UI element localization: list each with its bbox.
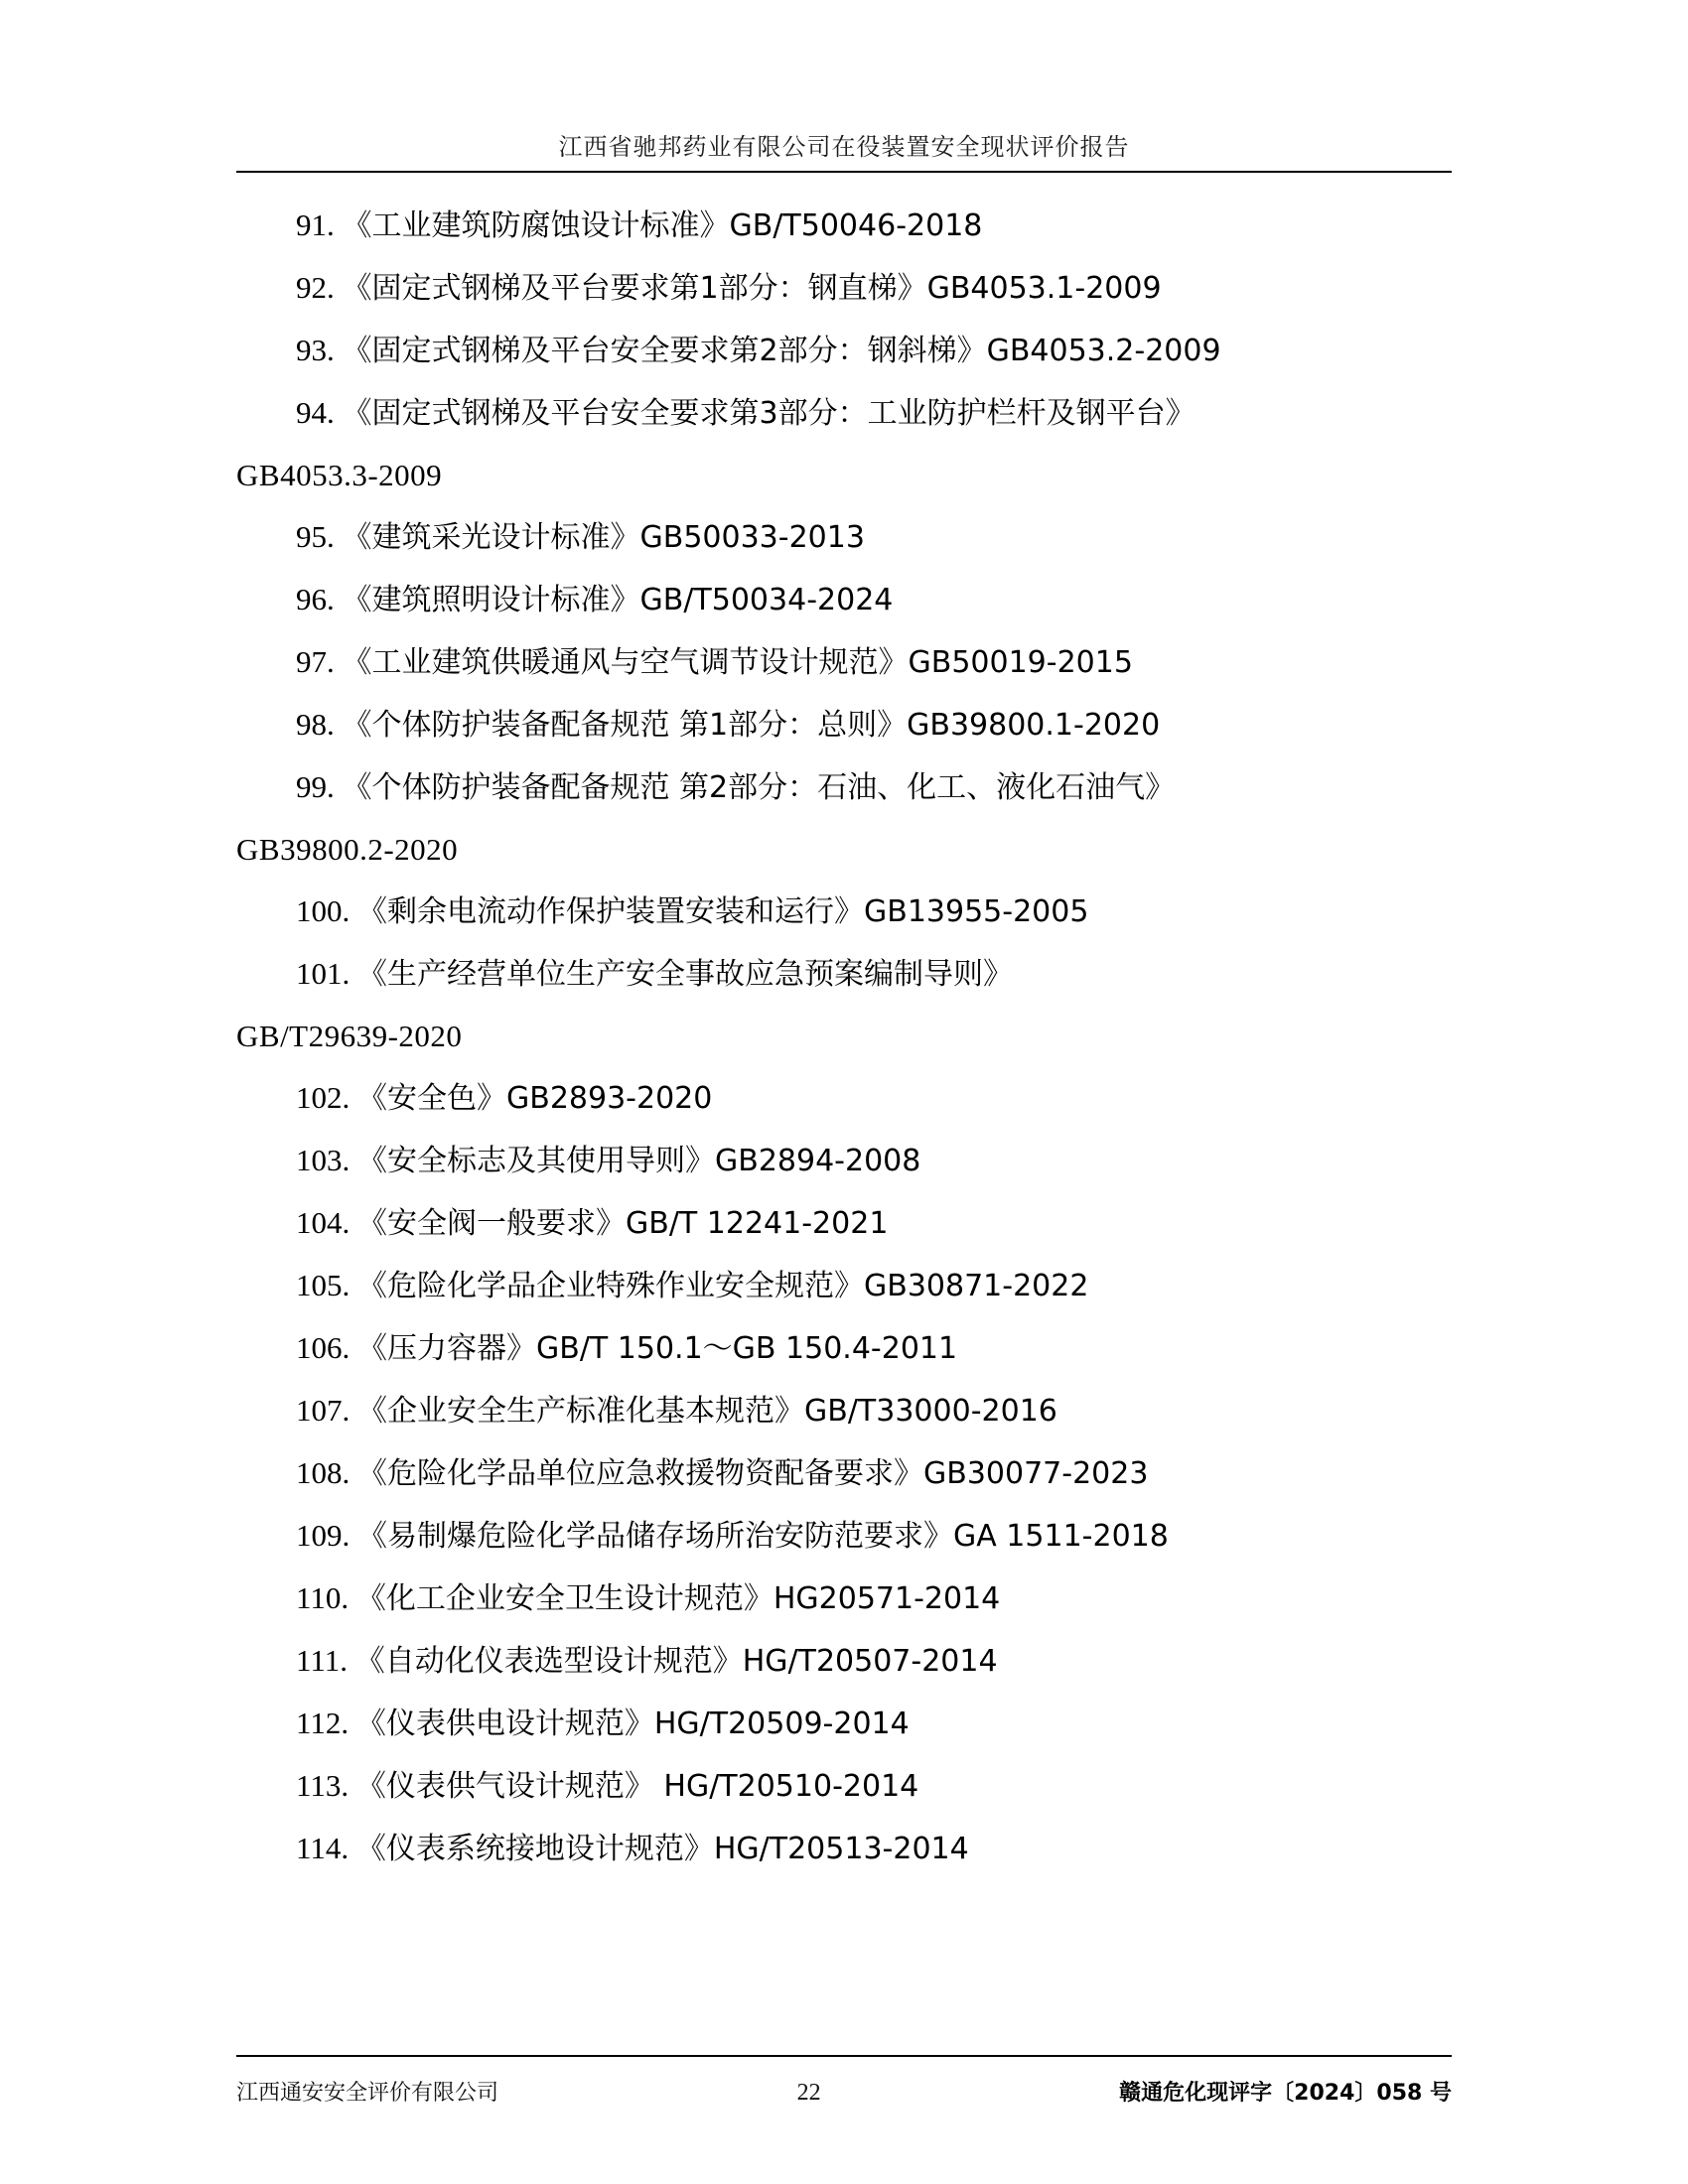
list-item — [236, 1380, 1458, 1442]
list-item-text: 《固定式钢梯及平台要求第1部分：钢直梯》GB4053.1-2009 — [342, 271, 1162, 306]
list-item-continuation — [236, 1006, 1458, 1067]
page-footer — [236, 2076, 1452, 2107]
list-item-text: 《危险化学品企业特殊作业安全规范》GB30871-2022 — [357, 1269, 1089, 1303]
list-item — [236, 756, 1458, 819]
list-item — [236, 1693, 1458, 1755]
list-item-text: 《个体防护装备配备规范 第1部分：总则》GB39800.1-2020 — [342, 708, 1161, 743]
list-item-number: 106. — [296, 1330, 351, 1365]
list-item — [236, 1255, 1458, 1317]
list-item-number: 97. — [296, 644, 335, 679]
list-item-number: 108. — [296, 1455, 351, 1490]
list-item — [236, 506, 1458, 569]
list-item — [236, 195, 1458, 257]
list-item-text: 《个体防护装备配备规范 第2部分：石油、化工、液化石油气》 — [342, 770, 1176, 805]
list-item-text: 《压力容器》GB/T 150.1～GB 150.4-2011 — [357, 1331, 958, 1366]
list-item — [236, 881, 1458, 943]
list-item-number: 102. — [296, 1080, 351, 1115]
list-item-number: 107. — [296, 1393, 351, 1428]
list-item — [236, 1130, 1458, 1192]
footer-divider — [236, 2055, 1452, 2057]
list-item — [236, 1442, 1458, 1505]
list-item-text: 《工业建筑防腐蚀设计标准》GB/T50046-2018 — [342, 208, 983, 243]
list-item-number: 112. — [296, 1706, 350, 1740]
list-item — [236, 382, 1458, 445]
list-item-text: 《剩余电流动作保护装置安装和运行》GB13955-2005 — [357, 894, 1089, 929]
list-item-number: 96. — [296, 582, 335, 616]
list-item-number: 94. — [296, 395, 335, 430]
list-item-number: 111. — [296, 1643, 348, 1678]
list-item — [236, 1317, 1458, 1380]
list-item-continuation — [236, 445, 1458, 506]
list-item-text: 《自动化仪表选型设计规范》HG/T20507-2014 — [354, 1644, 998, 1679]
standards-list — [236, 195, 1458, 1880]
list-item-number: 103. — [296, 1143, 351, 1177]
list-item-number: 99. — [296, 769, 335, 804]
list-item-number: 114. — [296, 1831, 350, 1865]
list-item-number: 100. — [296, 893, 351, 928]
list-item-continuation — [236, 819, 1458, 881]
list-item-number: 105. — [296, 1268, 351, 1302]
list-item-number: 91. — [296, 207, 335, 242]
list-item-text: 《企业安全生产标准化基本规范》GB/T33000-2016 — [357, 1394, 1057, 1429]
list-item-text: 《工业建筑供暖通风与空气调节设计规范》GB50019-2015 — [342, 645, 1133, 680]
standard-code: GB4053.3-2009 — [236, 458, 443, 492]
list-item — [236, 1505, 1458, 1568]
list-item — [236, 257, 1458, 320]
list-item-text: 《建筑照明设计标准》GB/T50034-2024 — [342, 583, 894, 617]
list-item-number: 109. — [296, 1518, 351, 1553]
list-item — [236, 1630, 1458, 1693]
list-item-number: 101. — [296, 956, 351, 991]
list-item — [236, 943, 1458, 1006]
list-item-text: 《固定式钢梯及平台安全要求第2部分：钢斜梯》GB4053.2-2009 — [342, 334, 1221, 368]
list-item-number: 104. — [296, 1205, 351, 1240]
list-item-number: 93. — [296, 333, 335, 367]
list-item — [236, 1755, 1458, 1818]
list-item — [236, 1818, 1458, 1880]
list-item-text: 《安全色》GB2893-2020 — [357, 1081, 713, 1116]
list-item — [236, 1568, 1458, 1630]
list-item-text: 《安全标志及其使用导则》GB2894-2008 — [357, 1144, 921, 1178]
list-item-text: 《仪表系统接地设计规范》HG/T20513-2014 — [355, 1832, 969, 1866]
page-header: 江西省驰邦药业有限公司在役装置安全现状评价报告 — [558, 135, 1130, 161]
list-item-number: 110. — [296, 1580, 350, 1615]
header-divider — [236, 171, 1452, 173]
list-item — [236, 320, 1458, 382]
list-item — [236, 1192, 1458, 1255]
list-item-text: 《生产经营单位生产安全事故应急预案编制导则》 — [357, 957, 1013, 992]
list-item-number: 95. — [296, 519, 335, 554]
footer-company: 江西通安安全评价有限公司 — [236, 2081, 499, 2106]
footer-page-number: 22 — [796, 2080, 821, 2106]
list-item-number: 92. — [296, 270, 335, 305]
standard-code: GB39800.2-2020 — [236, 832, 459, 867]
list-item-text: 《安全阀一般要求》GB/T 12241-2021 — [357, 1206, 889, 1241]
list-item-text: 《固定式钢梯及平台安全要求第3部分：工业防护栏杆及钢平台》 — [342, 396, 1196, 431]
footer-document-number: 赣通危化现评字〔2024〕058 号 — [1119, 2081, 1452, 2106]
list-item-text: 《化工企业安全卫生设计规范》HG20571-2014 — [355, 1581, 1001, 1616]
list-item-number: 98. — [296, 707, 335, 742]
list-item — [236, 1067, 1458, 1130]
list-item — [236, 631, 1458, 694]
standard-code: GB/T29639-2020 — [236, 1019, 463, 1053]
list-item — [236, 694, 1458, 756]
list-item-text: 《仪表供电设计规范》HG/T20509-2014 — [355, 1706, 910, 1741]
list-item-text: 《危险化学品单位应急救援物资配备要求》GB30077-2023 — [357, 1456, 1149, 1491]
list-item-text: 《易制爆危险化学品储存场所治安防范要求》GA 1511-2018 — [357, 1519, 1169, 1554]
list-item-number: 113. — [296, 1768, 350, 1803]
list-item-text: 《建筑采光设计标准》GB50033-2013 — [342, 520, 865, 555]
list-item — [236, 569, 1458, 631]
list-item-text: 《仪表供气设计规范》 HG/T20510-2014 — [355, 1769, 919, 1804]
